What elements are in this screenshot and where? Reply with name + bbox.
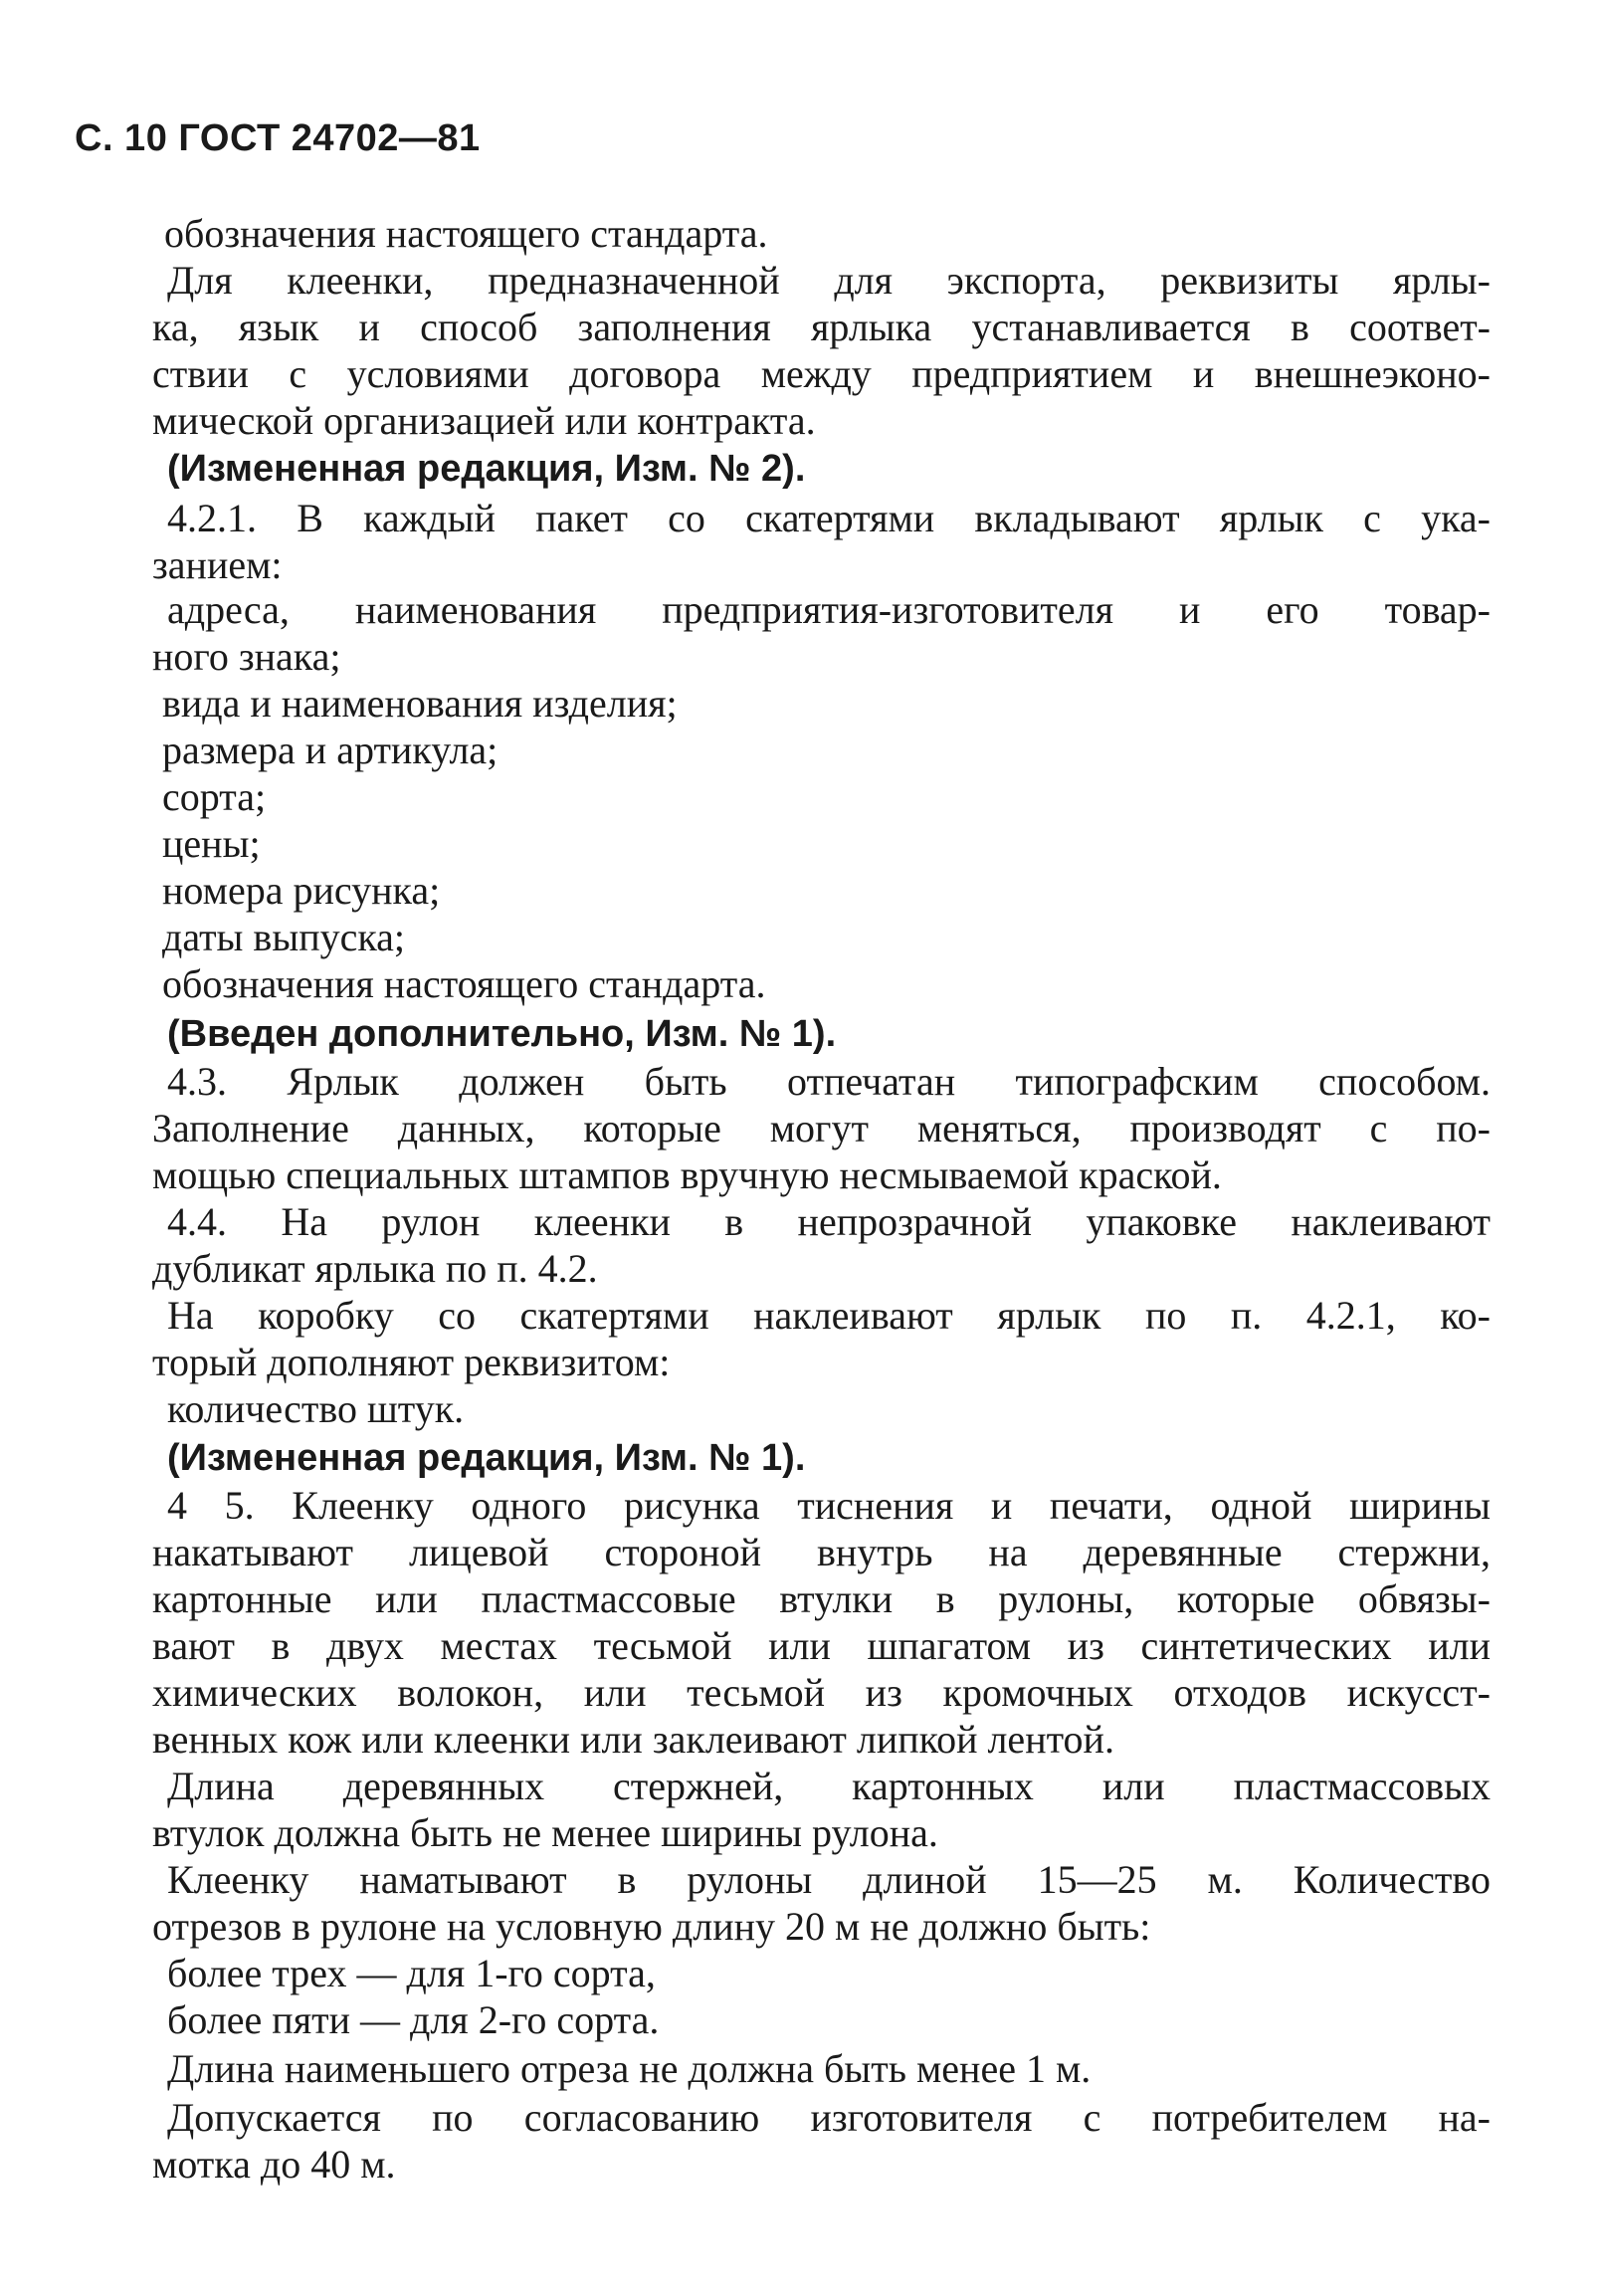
text-line: мической организацией или контракта.: [152, 398, 816, 443]
list-item: цены;: [162, 821, 261, 866]
text-line: мотка до 40 м.: [152, 2142, 396, 2187]
text-line: втулок должна быть не менее ширины рулона.: [152, 1810, 938, 1855]
list-item: номера рисунка;: [162, 868, 441, 913]
text-line: Допускается по согласованию изготовителя с потребителем на-: [167, 2095, 1491, 2140]
text-line: торый дополняют реквизитом:: [152, 1340, 671, 1384]
list-item: обозначения настоящего стандарта.: [162, 961, 766, 1006]
text-line: 4.3. Ярлык должен быть отпечатан типографским способом.: [167, 1059, 1491, 1104]
text-line: накатывают лицевой стороной внутрь на деревянные стержни,: [152, 1530, 1491, 1574]
list-item: даты выпуска;: [162, 915, 406, 959]
text-line: 4.4. На рулон клеенки в непрозрачной упаковке наклеивают: [167, 1199, 1491, 1244]
text-line: дубликат ярлыка по п. 4.2.: [152, 1246, 598, 1291]
text-line: занием:: [152, 542, 283, 587]
text-line: На коробку со скатертями наклеивают ярлык по п. 4.2.1, ко-: [167, 1293, 1491, 1338]
amendment-note: (Измененная редакция, Изм. № 1).: [167, 1437, 806, 1479]
text-line: Заполнение данных, которые могут меняться, производят с по-: [152, 1106, 1491, 1150]
text-line: венных кож или клеенки или заклеивают липкой лентой.: [152, 1717, 1114, 1762]
text-line: ствии с условиями договора между предприятием и внешнеэконо-: [152, 351, 1491, 396]
text-line: 4.2.1. В каждый пакет со скатертями вкладывают ярлык с ука-: [167, 496, 1491, 540]
text-line: вают в двух местах тесьмой или шпагатом из синтетических или: [152, 1623, 1491, 1668]
text-line: 4 5. Клеенку одного рисунка тиснения и печати, одной ширины: [167, 1483, 1491, 1528]
list-item: сорта;: [162, 774, 267, 819]
list-item: вида и наименования изделия;: [162, 681, 678, 726]
list-item: размера и артикула;: [162, 728, 499, 772]
text-line: адреса, наименования предприятия-изготовителя и его товар-: [167, 587, 1491, 632]
text-line: химических волокон, или тесьмой из кромочных отходов искусст-: [152, 1670, 1491, 1715]
text-line: Длина деревянных стержней, картонных или пластмассовых: [167, 1764, 1491, 1808]
page-header: С. 10 ГОСТ 24702—81: [75, 117, 481, 159]
amendment-note: (Измененная редакция, Изм. № 2).: [167, 448, 806, 490]
text-line: Для клеенки, предназначенной для экспорта, реквизиты ярлы-: [167, 258, 1491, 303]
list-item: более пяти — для 2-го сорта.: [167, 1997, 660, 2042]
text-line: количество штук.: [167, 1386, 465, 1431]
text-line: отрезов в рулоне на условную длину 20 м не должно быть:: [152, 1904, 1151, 1949]
text-line: Клеенку наматывают в рулоны длиной 15—25 м. Количество: [167, 1857, 1491, 1902]
list-item: более трех — для 1-го сорта,: [167, 1951, 656, 1995]
text-line: картонные или пластмассовые втулки в рулоны, которые обвязы-: [152, 1576, 1491, 1621]
amendment-note: (Введен дополнительно, Изм. № 1).: [167, 1013, 837, 1055]
text-line: обозначения настоящего стандарта.: [164, 211, 768, 256]
text-line: Длина наименьшего отреза не должна быть менее 1 м.: [167, 2046, 1092, 2091]
text-line: ного знака;: [152, 634, 341, 679]
text-line: мощью специальных штампов вручную несмываемой краской.: [152, 1152, 1222, 1197]
text-line: ка, язык и способ заполнения ярлыка устанавливается в соответ-: [152, 305, 1491, 349]
